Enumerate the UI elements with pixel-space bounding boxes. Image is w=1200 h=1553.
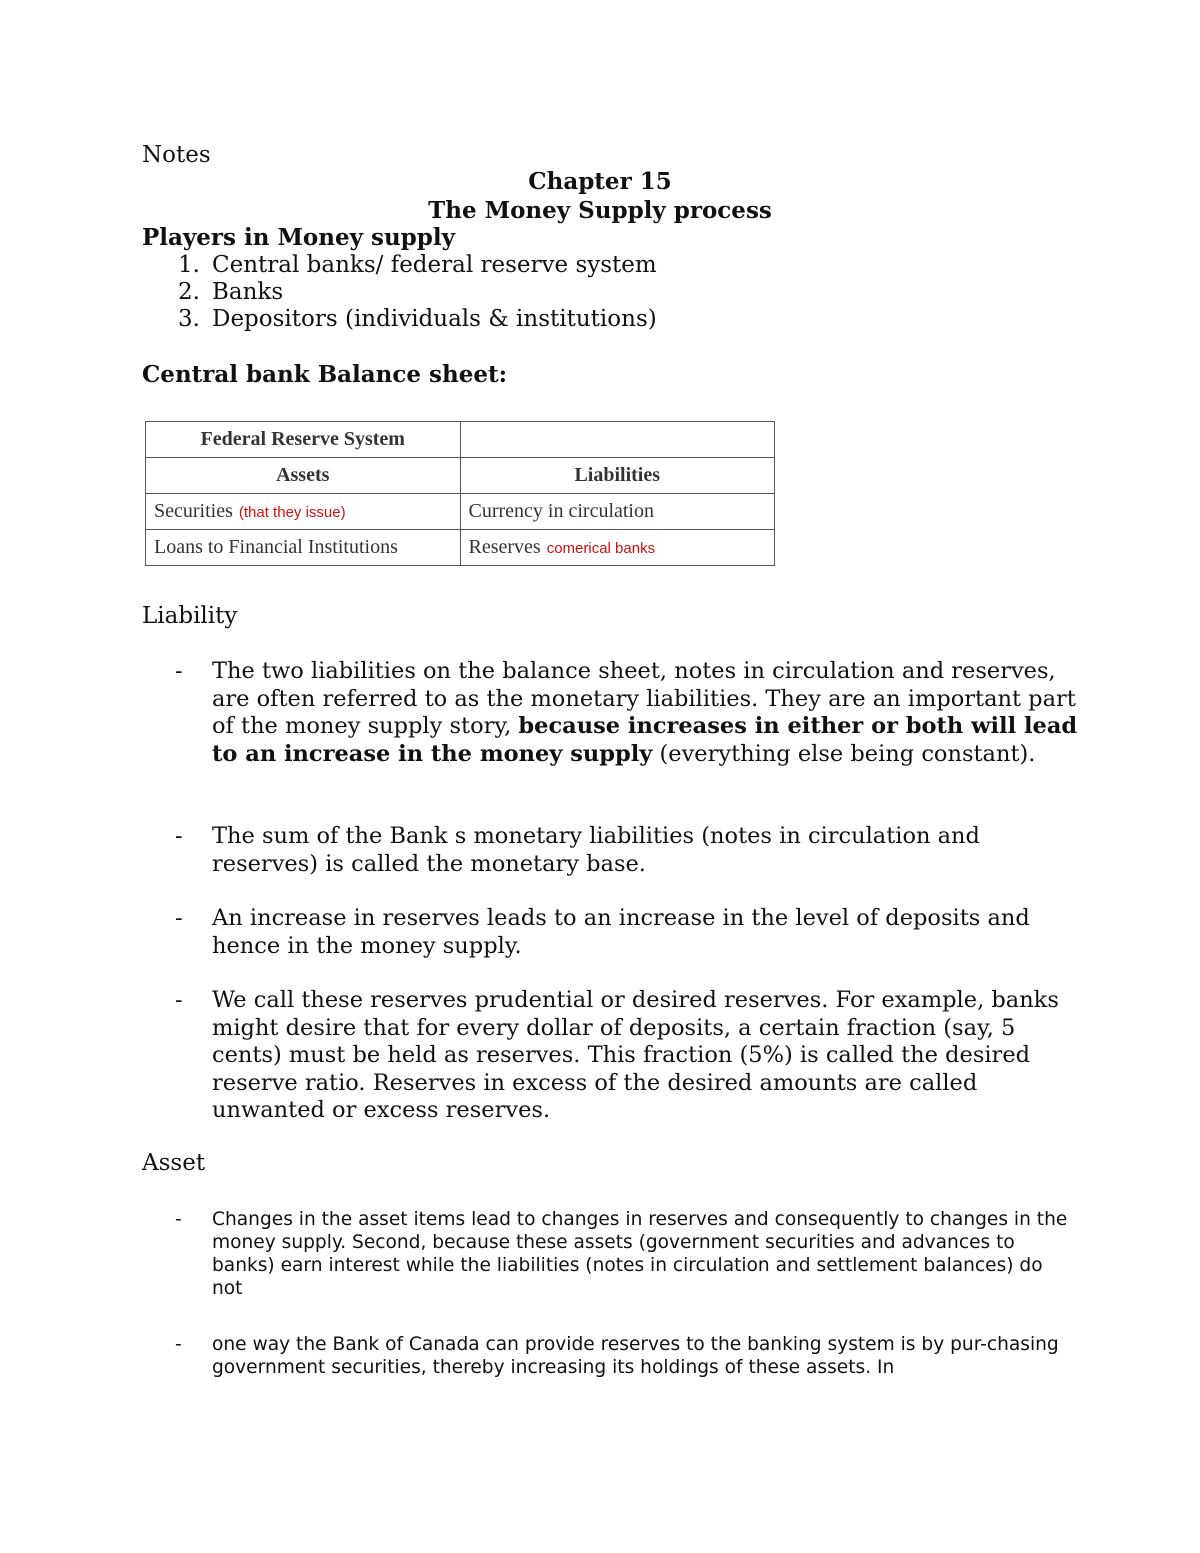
list-text: Central banks/ federal reserve system [212,252,657,278]
asset-label: Loans to Financial Institutions [154,536,398,558]
table-row [146,458,775,494]
notes-label: Notes [142,142,211,168]
liability-cell [460,494,775,530]
liability-label: Currency in circulation [468,500,654,522]
liabilities-header: Liabilities [460,458,775,494]
list-text: Banks [212,279,284,305]
asset-heading: Asset [142,1150,206,1176]
bullet-dash: - [175,658,183,684]
liability-paragraph-3: An increase in reserves leads to an increase in the level of deposits and hence in the money supply. [212,905,1030,959]
bullet-dash: - [175,987,183,1013]
chapter-heading: Chapter 15 [528,168,672,195]
balance-sheet-table [145,421,775,566]
assets-header: Assets [146,458,461,494]
balance-sheet-heading: Central bank Balance sheet: [142,361,508,388]
paragraph-bold-text: because increases in either or both will lead to an increase in the money supply [212,713,1078,767]
liability-label: Reserves [468,536,541,558]
table-title-cell: Federal Reserve System [146,422,461,458]
liability-paragraph-2: The sum of the Bank s monetary liabilities (notes in circulation and reserves) is called the monetary base. [212,823,980,877]
players-heading: Players in Money supply [142,224,455,251]
bullet-dash: - [175,823,183,849]
bullet-dash: - [175,1334,182,1355]
list-number: 1. [178,252,200,278]
table-empty-cell [460,422,775,458]
table-row [146,530,775,566]
table-row [146,422,775,458]
asset-cell [146,494,461,530]
paragraph-text: (everything else being constant). [652,740,1036,767]
bullet-dash: - [175,1209,182,1230]
list-text: Depositors (individuals & institutions) [212,306,657,332]
asset-paragraph-2: one way the Bank of Canada can provide reserves to the banking system is by pur-chasing government securities, thereby increasing its holdings of these assets. In [212,1334,1059,1378]
asset-label: Securities [154,500,233,522]
liability-cell [460,530,775,566]
asset-paragraph-1: Changes in the asset items lead to changes in reserves and consequently to changes in the money supply. Second, because these assets (government securities and advances to banks) earn interest while the liabilities (notes in circulation and settlement balances) do not [212,1209,1068,1299]
asset-annotation: (that they issue) [238,504,346,521]
liability-annotation: comerical banks [546,540,656,557]
list-number: 3. [178,306,200,332]
bullet-dash: - [175,905,183,931]
page-title: The Money Supply process [428,197,772,224]
list-number: 2. [178,279,200,305]
table-row [146,494,775,530]
paragraph-text: The two liabilities on the balance sheet, notes in circulation and reserves, are often referred to as the monetary liabilities. They are an important part of the money supply story, [212,658,1076,739]
asset-cell [146,530,461,566]
liability-paragraph-1 [212,658,1092,768]
liability-heading: Liability [142,603,238,629]
liability-paragraph-4: We call these reserves prudential or desired reserves. For example, banks might desire that for every dollar of deposits, a certain fraction (say, 5 cents) must be held as reserves. This fraction (5%) is called the desired reserve ratio. Reserves in excess of the desired amounts are called unwanted or excess reserves. [212,987,1059,1123]
